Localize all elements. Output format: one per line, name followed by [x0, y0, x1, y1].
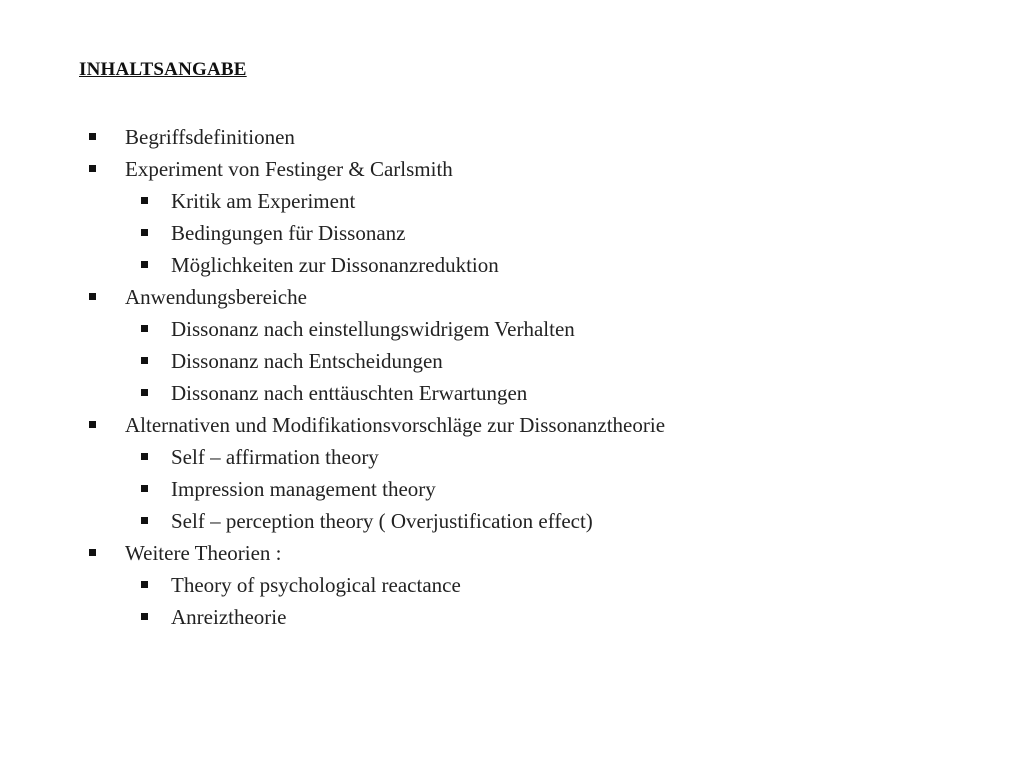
- list-item-label: Möglichkeiten zur Dissonanzreduktion: [171, 253, 499, 277]
- square-bullet-icon: [141, 325, 148, 332]
- square-bullet-icon: [141, 197, 148, 204]
- square-bullet-icon: [141, 357, 148, 364]
- list-item-label: Anreiztheorie: [171, 605, 287, 629]
- list-item-label: Bedingungen für Dissonanz: [171, 221, 406, 245]
- square-bullet-icon: [141, 389, 148, 396]
- square-bullet-icon: [141, 613, 148, 620]
- square-bullet-icon: [89, 133, 96, 140]
- list-item-label: Self – affirmation theory: [171, 445, 379, 469]
- list-item-label: Dissonanz nach enttäuschten Erwartungen: [171, 381, 528, 405]
- list-item-label: Begriffsdefinitionen: [125, 125, 295, 149]
- square-bullet-icon: [141, 485, 148, 492]
- square-bullet-icon: [141, 581, 148, 588]
- square-bullet-icon: [141, 453, 148, 460]
- square-bullet-icon: [141, 261, 148, 268]
- square-bullet-icon: [89, 165, 96, 172]
- page-title: INHALTSANGABE: [79, 59, 247, 80]
- list-item-label: Dissonanz nach Entscheidungen: [171, 349, 443, 373]
- list-item-label: Theory of psychological reactance: [171, 573, 461, 597]
- list-item-label: Self – perception theory ( Overjustification effect): [171, 509, 593, 533]
- list-item-label: Impression management theory: [171, 477, 436, 501]
- square-bullet-icon: [89, 293, 96, 300]
- list-item-label: Experiment von Festinger & Carlsmith: [125, 157, 453, 181]
- list-item-label: Alternativen und Modifikationsvorschläge zur Dissonanztheorie: [125, 413, 666, 437]
- square-bullet-icon: [141, 517, 148, 524]
- list-item-label: Weitere Theorien :: [125, 541, 282, 565]
- square-bullet-icon: [89, 421, 96, 428]
- square-bullet-icon: [141, 229, 148, 236]
- square-bullet-icon: [89, 549, 96, 556]
- list-item-label: Kritik am Experiment: [171, 189, 356, 213]
- list-item-label: Dissonanz nach einstellungswidrigem Verhalten: [171, 317, 575, 341]
- list-item-label: Anwendungsbereiche: [125, 285, 307, 309]
